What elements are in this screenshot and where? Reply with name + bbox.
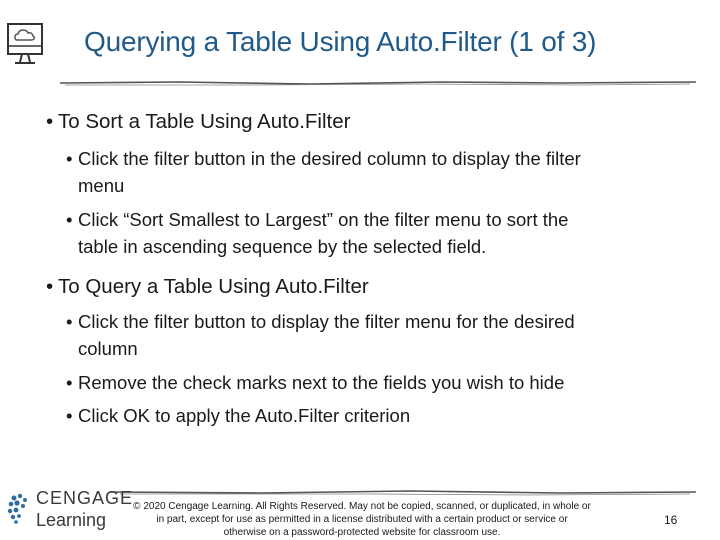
bullet-icon: • xyxy=(46,110,54,133)
list-item: • Remove the check marks next to the fields you wish to hide xyxy=(66,372,565,393)
logo-text-cengage: CENGAGE xyxy=(36,488,134,508)
section-heading-sort: • To Sort a Table Using Auto.Filter xyxy=(46,110,351,133)
bullet-icon: • xyxy=(46,275,54,298)
cloud-monitor-icon xyxy=(6,22,44,70)
copyright-notice: © 2020 Cengage Learning. All Rights Reserved. May not be copied, scanned, or duplicated, in whole or in part, except for use as permitted in a license distributed with a certain product or service or otherwise on a password-protected website for classroom use. xyxy=(133,501,591,538)
section-heading-query: • To Query a Table Using Auto.Filter xyxy=(46,275,369,298)
logo-text-learning: Learning xyxy=(36,510,107,530)
page-number: 16 xyxy=(664,513,678,527)
cengage-logo-icon xyxy=(6,492,32,526)
footer-divider xyxy=(110,486,696,500)
list-item: • Click “Sort Smallest to Largest” on the filter menu to sort the table in ascending sequence by the selected field. xyxy=(66,209,569,257)
list-item: • Click OK to apply the Auto.Filter criterion xyxy=(66,405,411,426)
title-divider xyxy=(60,76,696,90)
list-item: • Click the filter button in the desired column to display the filter menu xyxy=(66,148,581,196)
list-item: • Click the filter button to display the filter menu for the desired column xyxy=(66,311,575,359)
slide-title: Querying a Table Using Auto.Filter (1 of 3) xyxy=(84,26,597,57)
